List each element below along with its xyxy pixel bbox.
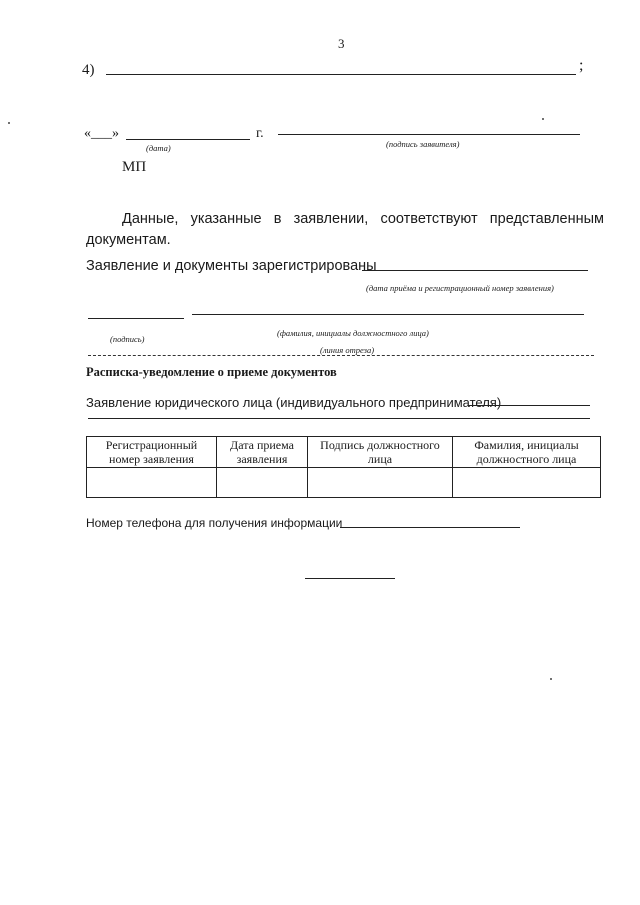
receipt-application-second-line: [88, 418, 590, 419]
item-number: 4): [82, 62, 95, 78]
registration-caption: (дата приёма и регистрационный номер заявления): [366, 283, 554, 293]
receipt-application-fill-line: [468, 405, 590, 406]
table-row: [87, 468, 601, 498]
scan-speck: [542, 118, 544, 120]
item4-terminator: ;: [579, 57, 584, 74]
official-signature-line: [88, 318, 184, 319]
phone-fill-line: [340, 527, 520, 528]
receipt-application-label: Заявление юридического лица (индивидуального предпринимателя): [86, 395, 502, 410]
receipt-table-header-row: [87, 437, 601, 468]
cell-official-name: [453, 468, 601, 498]
header-receipt-date: Дата приема заявления: [217, 437, 308, 468]
date-day-placeholder: «___»: [84, 126, 119, 141]
date-month-line: [126, 139, 250, 140]
receipt-table: [86, 436, 601, 498]
cell-official-signature: [308, 468, 453, 498]
stamp-label: МП: [122, 159, 147, 175]
header-registration-number: Регистрационный номер заявления: [87, 437, 217, 468]
registration-label: Заявление и документы зарегистрированы: [86, 258, 377, 274]
receipt-title: Расписка-уведомление о приеме документов: [86, 365, 337, 379]
page-number: 3: [338, 36, 345, 51]
date-caption: (дата): [146, 143, 171, 153]
applicant-signature-caption: (подпись заявителя): [386, 139, 460, 149]
cut-line-caption: (линия отреза): [320, 345, 375, 355]
official-name-line: [192, 314, 584, 315]
official-signature-caption: (подпись): [110, 334, 145, 344]
cell-receipt-date: [217, 468, 308, 498]
verification-paragraph: Данные, указанные в заявлении, соответствуют представленным документам.: [86, 211, 604, 248]
item4-fill-line: [106, 74, 576, 75]
cell-registration-number: [87, 468, 217, 498]
official-name-caption: (фамилия, инициалы должностного лица): [277, 328, 429, 338]
registration-fill-line: [362, 270, 588, 271]
year-suffix: г.: [256, 126, 264, 141]
cut-line: [88, 355, 594, 356]
phone-label: Номер телефона для получения информации: [86, 516, 343, 530]
header-official-signature: Подпись должностного лица: [308, 437, 453, 468]
applicant-signature-line: [278, 134, 580, 135]
scan-speck: [550, 678, 552, 680]
scan-speck: [8, 122, 10, 124]
closing-divider: [305, 578, 395, 579]
header-official-name: Фамилия, инициалы должностного лица: [453, 437, 601, 468]
